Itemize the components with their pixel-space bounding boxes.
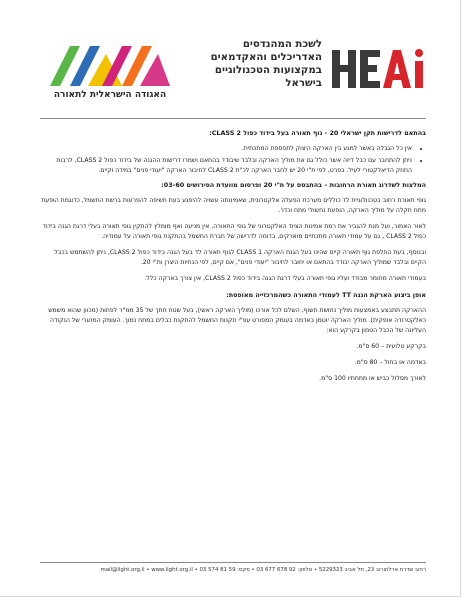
heai-logo-mark xyxy=(330,46,426,90)
heading-tt-grounding: אופן ביצוע הארקת הגנה TT לעמודי התאורה כשהמרכזייה מאופסת: xyxy=(226,291,426,299)
footer-divider xyxy=(40,562,426,563)
org-line-3: במקצועות הטכנולוגיים xyxy=(214,65,322,76)
org-line-4: בישראל xyxy=(285,78,322,89)
heading-recommendations: המלצות לשדרוג תאורת הרחובות – בהתבסס על ת"י 20 ופרסום מוועדת הפירושים 03-60: xyxy=(161,181,426,189)
org-name xyxy=(211,38,322,90)
org-line-2: האדריכלים והאקדמאים xyxy=(210,52,322,63)
paragraph-1: גופי תאורת רחוב בטכנולוגיית לד כוללים מערכת הפעלה אלקטרונית, שאמינותה עשויה להיפגע בעת חשיפה להפרעות ברשת החשמל, כדוגמת הופעת מתח תקלה על מוליך הארקה, הופעת נחשולי מתח וכדו'. xyxy=(41,197,426,214)
org-line-1: לשכת המהנדסים xyxy=(242,39,322,50)
bullet-item: • ניתן להתחבר עם כבל דיזה אשר כולל גם את מוליך הארקה ובלבד שיבודד בהתאם ושמרו דרישות ההגנה של בידוד כפול CLASS 2, לרבות החוזק הדיאלקטורי לעיל. בפרט, לפי ת"י 20 יש לחבר הארקה לכ"ת CLASS 2 לחיבור הארקה "יעודי פנים" במידה וקיים. xyxy=(40,156,412,176)
engineers-association-logo xyxy=(191,34,426,104)
left-logo-caption: האגודה הישראלית לתאורה xyxy=(53,90,167,100)
paragraph-5: ההארקה תתבצע באמצעות מוליך נחושת חשוף, השלם לכל אורכו (מוליך הארקה ראשי), בעל שטח חתך של 35 ממ"ר לפחות (מכוון שהוא משמש כאלקטרודה אופקית). מוליך הארקה יוטמן באדמה בעומק המפורט עפ"י תקנות החשמל להתקנת כבלים במתח נמוך. העומק המזערי של הנקודה העליונה של הכבל הטמון בקרקע הוא: xyxy=(48,307,426,334)
document-body xyxy=(40,128,426,390)
heading-class2: בהתאם לדרישות תקן ישראלי 20 - גוף תאורה בעל בידוד כפול CLASS 2: xyxy=(209,129,426,137)
header-divider xyxy=(40,118,426,119)
depth-item: לאורך מסלול כביש או מתחתיו 100 ס"מ. xyxy=(319,375,426,382)
depth-item: בקרקע טלועית – 60 ס"מ. xyxy=(356,343,426,350)
paragraph-4: בעמודי תאורה מחומר מבודד ועליו גופי תאורה בעלי דרגת הגנה בידוד כפול CLASS 2, אין צורך בארקה כלל. xyxy=(144,275,426,282)
paragraph-2: לאור האמור, ועל מנת להגביר את רמת אמינות הציוד האלקטרוני של גופי התאורה, אין מניעה ואף מומלץ להתקין גופי תאורה בעלי דרגת הגנה בידוד כפול CLASS 2 , גם על עמודי תאורה מתכתיים מוארקים, בדומה לדרישה של חברת החשמל בהתקנת גופי תאורה על עמודיה. xyxy=(42,223,426,240)
bullet-item: • אין כל הגבלה באשר למגע בין הארקה היצוק לתפספת המתכתית. xyxy=(40,144,412,154)
footer-contact: רחוב שדרת ארלוזורוב 23, תל אביב 5229323 • טלפון: 92 678 677 03 • פקס: 59 81 574 03 • mail@light.org.il • www.light.org.il xyxy=(100,567,426,573)
class2-bullets xyxy=(40,144,426,176)
paragraph-3: ובנוסף, בעת החלפת גוף תאורה קיים שהינו בעל הגנת הארקה CLASS 1 לגוף תאורה לד בעל הגנה בידוד כפול CLASS 2, ניתן להשתמש בכבל הקיים ובלבד שמוליך הארקה יבודד בהתאם או יחובר לחיבור "יעודי פנים", אם קיים, לפי הנחיות היצרן ות"י 20. xyxy=(54,249,426,266)
depth-item: באדמה או בחול – 80 ס"מ. xyxy=(354,359,426,366)
